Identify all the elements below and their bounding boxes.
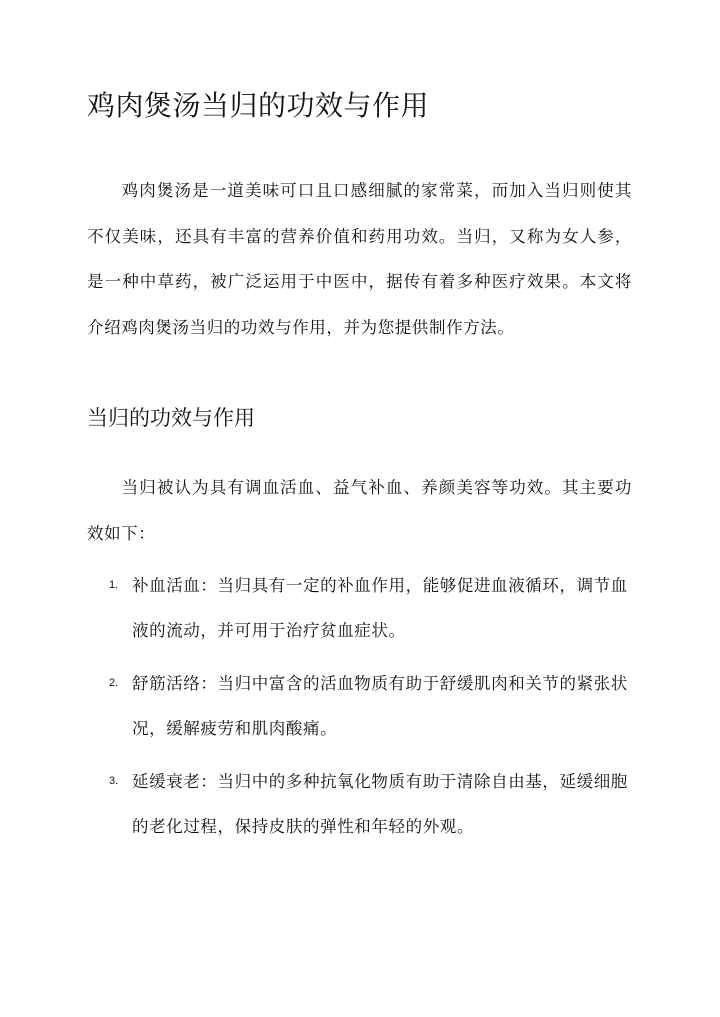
intro-paragraph: 鸡肉煲汤是一道美味可口且口感细腻的家常菜，而加入当归则使其不仅美味，还具有丰富的营养价值和药用功效。当归，又称为女人参，是一种中草药，被广泛运用于中医中，据传有着多种医疗效果。本文将介绍鸡肉煲汤当归的功效与作用，并为您提供制作方法。 [87, 181, 632, 337]
list-item-text: 延缓衰老：当归中的多种抗氧化物质有助于清除自由基，延缓细胞的老化过程，保持皮肤的弹性和年轻的外观。 [132, 772, 628, 836]
list-item [87, 759, 632, 849]
section-heading: 当归的功效与作用 [87, 406, 255, 430]
list-item-text: 舒筋活络：当归中富含的活血物质有助于舒缓肌肉和关节的紧张状况，缓解疲劳和肌肉酸痛。 [132, 674, 628, 738]
benefits-list [87, 563, 632, 857]
list-item-number: 1. [109, 579, 119, 591]
document-title: 鸡肉煲汤当归的功效与作用 [87, 89, 430, 122]
list-item-text: 补血活血：当归具有一定的补血作用，能够促进血液循环，调节血液的流动，并可用于治疗贫血症状。 [132, 576, 628, 640]
section-intro-paragraph: 当归被认为具有调血活血、益气补血、养颜美容等功效。其主要功效如下： [87, 478, 632, 543]
list-item-number: 2. [109, 677, 119, 689]
list-item [87, 661, 632, 751]
list-item-number: 3. [109, 775, 119, 787]
list-item [87, 563, 632, 653]
